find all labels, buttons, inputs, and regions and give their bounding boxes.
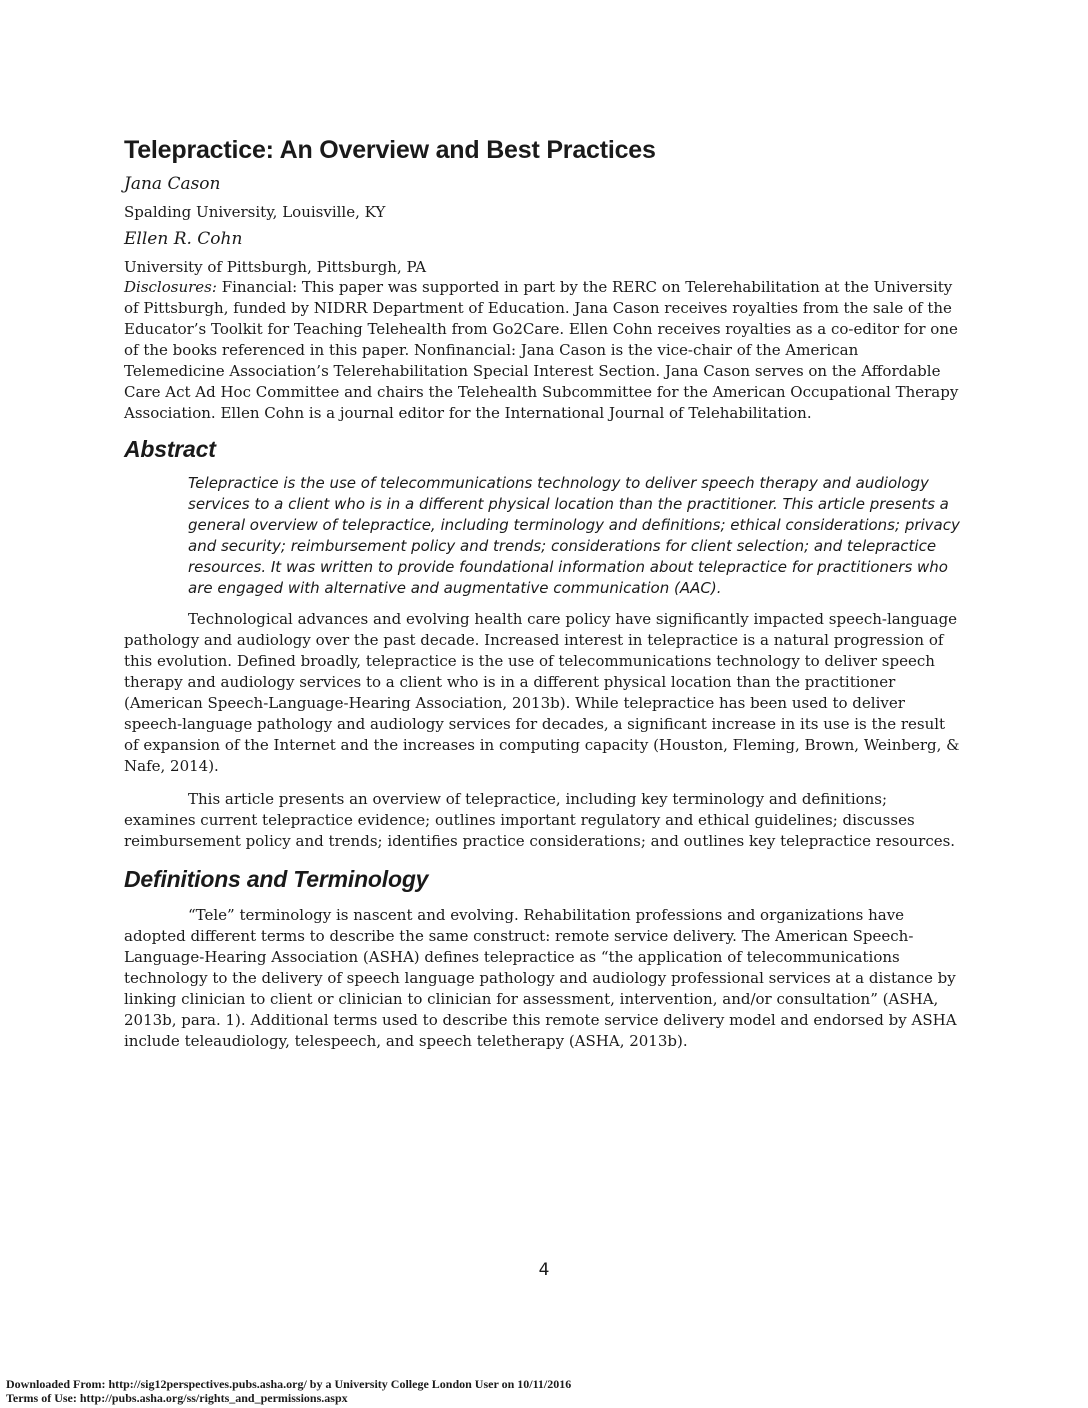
article-page bbox=[124, 136, 960, 1052]
abstract-heading: Abstract bbox=[124, 436, 216, 462]
definitions-heading: Definitions and Terminology bbox=[124, 866, 429, 892]
body-paragraph: Technological advances and evolving health care policy have significantly impacted speech-language pathology and audiology over the past decade. Increased interest in telepractice is a natural progression of this evolution. Defined broadly, telepractice is the use of telecommunications technology to deliver speech therapy and audiology services to a client who is in a different physical location than the practitioner (American Speech-Language-Hearing Association, 2013b). While telepractice has been used to deliver speech-language pathology and audiology services for decades, a significant increase in its use is the result of expansion of the Internet and the increases in computing capacity (Houston, Fleming, Brown, Weinberg, & Nafe, 2014). bbox=[124, 610, 960, 775]
author-name: Jana Cason bbox=[124, 174, 221, 194]
disclosures-label: Disclosures: bbox=[124, 278, 217, 296]
download-footer bbox=[6, 1377, 571, 1405]
author-name: Ellen R. Cohn bbox=[124, 229, 243, 249]
author-affiliation: Spalding University, Louisville, KY bbox=[124, 203, 386, 221]
page-number: 4 bbox=[538, 1260, 550, 1280]
article-title: Telepractice: An Overview and Best Practices bbox=[124, 136, 656, 164]
disclosures-text: Financial: This paper was supported in part by the RERC on Telerehabilitation at the University of Pittsburgh, funded by NIDRR Department of Education. Jana Cason receives royalties from the sale of the Educator’s Toolkit for Teaching Telehealth from Go2Care. Ellen Cohn receives royalties as a co-editor for one of the books referenced in this paper. Nonfinancial: Jana Cason is the vice-chair of the American Telemedicine Association’s Telerehabilitation Special Interest Section. Jana Cason serves on the Affordable Care Act Ad Hoc Committee and chairs the Telehealth Subcommittee for the American Occupational Therapy Association. Ellen Cohn is a journal editor for the International Journal of Telehabilitation. bbox=[124, 278, 959, 422]
body-paragraph: “Tele” terminology is nascent and evolving. Rehabilitation professions and organizations have adopted different terms to describe the same construct: remote service delivery. The American Speech-Language-Hearing Association (ASHA) defines telepractice as “the application of telecommunications technology to the delivery of speech language pathology and audiology professional services at a distance by linking clinician to client or clinician to clinician for assessment, intervention, and/or consultation” (ASHA, 2013b, para. 1). Additional terms used to describe this remote service delivery model and endorsed by ASHA include teleaudiology, telespeech, and speech teletherapy (ASHA, 2013b). bbox=[124, 906, 957, 1050]
author-affiliation: University of Pittsburgh, Pittsburgh, PA bbox=[124, 258, 427, 276]
body-paragraph: This article presents an overview of telepractice, including key terminology and definitions; examines current telepractice evidence; outlines important regulatory and ethical guidelines; discusses reimbursement policy and trends; identifies practice considerations; and outlines key telepractice resources. bbox=[124, 790, 956, 850]
abstract-text: Telepractice is the use of telecommunications technology to deliver speech therapy and audiology services to a client who is in a different physical location than the practitioner. This article presents a general overview of telepractice, including terminology and definitions; ethical considerations; privacy and security; reimbursement policy and trends; considerations for client selection; and telepractice resources. It was written to provide foundational information about telepractice for practitioners who are engaged with alternative and augmentative communication (AAC). bbox=[188, 474, 960, 597]
footer-terms-line: Terms of Use: http://pubs.asha.org/ss/rights_and_permissions.aspx bbox=[6, 1391, 348, 1405]
disclosures bbox=[124, 277, 960, 424]
footer-download-line: Downloaded From: http://sig12perspectives.pubs.asha.org/ by a University College London User on 10/11/2016 bbox=[6, 1377, 572, 1391]
